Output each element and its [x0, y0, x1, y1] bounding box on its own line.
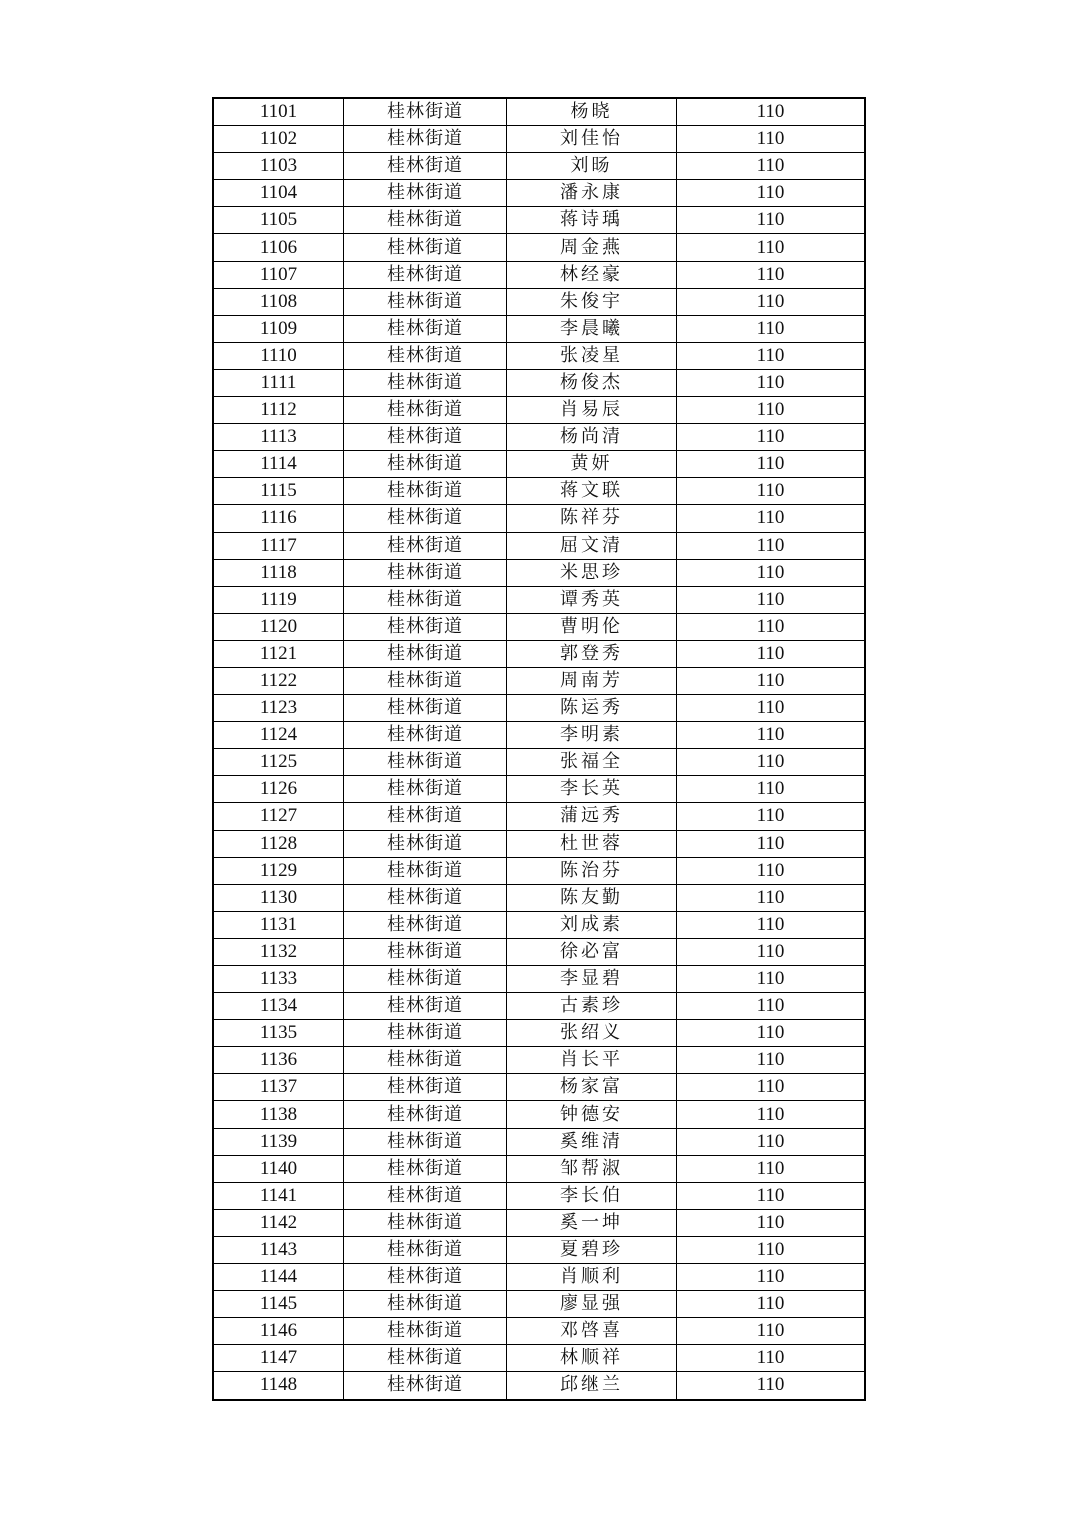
table-row [213, 1264, 865, 1291]
amount-cell: 110 [677, 749, 866, 776]
street-cell: 桂林街道 [344, 695, 507, 722]
person-name-cell: 杨尚清 [507, 424, 677, 451]
person-name-cell: 杨家富 [507, 1074, 677, 1101]
row-number-cell: 1134 [213, 993, 344, 1020]
table-row [213, 776, 865, 803]
row-number-cell: 1116 [213, 505, 344, 532]
amount-cell: 110 [677, 559, 866, 586]
street-cell: 桂林街道 [344, 884, 507, 911]
street-cell: 桂林街道 [344, 1020, 507, 1047]
table-row [213, 369, 865, 396]
row-number-cell: 1105 [213, 207, 344, 234]
table-row [213, 451, 865, 478]
amount-cell: 110 [677, 180, 866, 207]
amount-cell: 110 [677, 207, 866, 234]
amount-cell: 110 [677, 1264, 866, 1291]
person-name-cell: 朱俊宇 [507, 288, 677, 315]
person-name-cell: 李晨曦 [507, 315, 677, 342]
row-number-cell: 1137 [213, 1074, 344, 1101]
row-number-cell: 1147 [213, 1345, 344, 1372]
amount-cell: 110 [677, 695, 866, 722]
table-row [213, 559, 865, 586]
table-row [213, 315, 865, 342]
amount-cell: 110 [677, 776, 866, 803]
amount-cell: 110 [677, 1372, 866, 1400]
street-cell: 桂林街道 [344, 911, 507, 938]
person-name-cell: 陈治芬 [507, 857, 677, 884]
street-cell: 桂林街道 [344, 993, 507, 1020]
table-row [213, 1047, 865, 1074]
person-name-cell: 郭登秀 [507, 640, 677, 667]
roster-table [212, 97, 866, 1401]
person-name-cell: 陈友勤 [507, 884, 677, 911]
amount-cell: 110 [677, 803, 866, 830]
row-number-cell: 1121 [213, 640, 344, 667]
amount-cell: 110 [677, 261, 866, 288]
street-cell: 桂林街道 [344, 424, 507, 451]
street-cell: 桂林街道 [344, 234, 507, 261]
table-row [213, 1372, 865, 1400]
street-cell: 桂林街道 [344, 938, 507, 965]
person-name-cell: 邓啓喜 [507, 1318, 677, 1345]
row-number-cell: 1119 [213, 586, 344, 613]
street-cell: 桂林街道 [344, 1074, 507, 1101]
person-name-cell: 张绍义 [507, 1020, 677, 1047]
row-number-cell: 1128 [213, 830, 344, 857]
table-row [213, 288, 865, 315]
amount-cell: 110 [677, 424, 866, 451]
amount-cell: 110 [677, 1155, 866, 1182]
person-name-cell: 古素珍 [507, 993, 677, 1020]
row-number-cell: 1145 [213, 1291, 344, 1318]
street-cell: 桂林街道 [344, 261, 507, 288]
row-number-cell: 1125 [213, 749, 344, 776]
row-number-cell: 1133 [213, 966, 344, 993]
table-row [213, 1209, 865, 1236]
street-cell: 桂林街道 [344, 559, 507, 586]
amount-cell: 110 [677, 586, 866, 613]
row-number-cell: 1130 [213, 884, 344, 911]
table-row [213, 911, 865, 938]
amount-cell: 110 [677, 911, 866, 938]
person-name-cell: 刘成素 [507, 911, 677, 938]
amount-cell: 110 [677, 1182, 866, 1209]
person-name-cell: 肖顺利 [507, 1264, 677, 1291]
table-row [213, 180, 865, 207]
roster-table-body [213, 98, 865, 1400]
person-name-cell: 屈文清 [507, 532, 677, 559]
person-name-cell: 邹帮淑 [507, 1155, 677, 1182]
person-name-cell: 谭秀英 [507, 586, 677, 613]
table-row [213, 478, 865, 505]
row-number-cell: 1143 [213, 1236, 344, 1263]
person-name-cell: 李显碧 [507, 966, 677, 993]
row-number-cell: 1142 [213, 1209, 344, 1236]
amount-cell: 110 [677, 993, 866, 1020]
person-name-cell: 肖易辰 [507, 397, 677, 424]
street-cell: 桂林街道 [344, 586, 507, 613]
row-number-cell: 1117 [213, 532, 344, 559]
street-cell: 桂林街道 [344, 369, 507, 396]
table-row [213, 966, 865, 993]
amount-cell: 110 [677, 234, 866, 261]
street-cell: 桂林街道 [344, 98, 507, 126]
person-name-cell: 刘旸 [507, 153, 677, 180]
row-number-cell: 1136 [213, 1047, 344, 1074]
person-name-cell: 杨晓 [507, 98, 677, 126]
row-number-cell: 1140 [213, 1155, 344, 1182]
person-name-cell: 钟德安 [507, 1101, 677, 1128]
amount-cell: 110 [677, 369, 866, 396]
row-number-cell: 1112 [213, 397, 344, 424]
amount-cell: 110 [677, 1074, 866, 1101]
street-cell: 桂林街道 [344, 207, 507, 234]
amount-cell: 110 [677, 938, 866, 965]
amount-cell: 110 [677, 98, 866, 126]
person-name-cell: 肖长平 [507, 1047, 677, 1074]
street-cell: 桂林街道 [344, 180, 507, 207]
street-cell: 桂林街道 [344, 667, 507, 694]
street-cell: 桂林街道 [344, 1318, 507, 1345]
person-name-cell: 奚一坤 [507, 1209, 677, 1236]
street-cell: 桂林街道 [344, 1047, 507, 1074]
table-row [213, 261, 865, 288]
table-row [213, 1155, 865, 1182]
row-number-cell: 1108 [213, 288, 344, 315]
table-row [213, 1318, 865, 1345]
person-name-cell: 潘永康 [507, 180, 677, 207]
table-row [213, 207, 865, 234]
row-number-cell: 1122 [213, 667, 344, 694]
table-row [213, 234, 865, 261]
person-name-cell: 林经豪 [507, 261, 677, 288]
row-number-cell: 1139 [213, 1128, 344, 1155]
amount-cell: 110 [677, 966, 866, 993]
table-row [213, 722, 865, 749]
amount-cell: 110 [677, 613, 866, 640]
street-cell: 桂林街道 [344, 1101, 507, 1128]
street-cell: 桂林街道 [344, 451, 507, 478]
street-cell: 桂林街道 [344, 966, 507, 993]
amount-cell: 110 [677, 1128, 866, 1155]
person-name-cell: 张凌星 [507, 342, 677, 369]
table-row [213, 613, 865, 640]
street-cell: 桂林街道 [344, 288, 507, 315]
row-number-cell: 1118 [213, 559, 344, 586]
person-name-cell: 蒋文联 [507, 478, 677, 505]
amount-cell: 110 [677, 857, 866, 884]
street-cell: 桂林街道 [344, 153, 507, 180]
person-name-cell: 李长伯 [507, 1182, 677, 1209]
person-name-cell: 黄妍 [507, 451, 677, 478]
row-number-cell: 1141 [213, 1182, 344, 1209]
table-row [213, 667, 865, 694]
row-number-cell: 1127 [213, 803, 344, 830]
person-name-cell: 周金燕 [507, 234, 677, 261]
table-row [213, 938, 865, 965]
table-row [213, 505, 865, 532]
table-row [213, 126, 865, 153]
row-number-cell: 1109 [213, 315, 344, 342]
row-number-cell: 1124 [213, 722, 344, 749]
table-row [213, 1101, 865, 1128]
street-cell: 桂林街道 [344, 1372, 507, 1400]
row-number-cell: 1148 [213, 1372, 344, 1400]
street-cell: 桂林街道 [344, 1128, 507, 1155]
amount-cell: 110 [677, 505, 866, 532]
table-row [213, 857, 865, 884]
table-row [213, 1182, 865, 1209]
person-name-cell: 蒋诗瑀 [507, 207, 677, 234]
amount-cell: 110 [677, 640, 866, 667]
amount-cell: 110 [677, 1291, 866, 1318]
street-cell: 桂林街道 [344, 315, 507, 342]
amount-cell: 110 [677, 153, 866, 180]
row-number-cell: 1106 [213, 234, 344, 261]
street-cell: 桂林街道 [344, 640, 507, 667]
street-cell: 桂林街道 [344, 1291, 507, 1318]
person-name-cell: 陈运秀 [507, 695, 677, 722]
street-cell: 桂林街道 [344, 749, 507, 776]
person-name-cell: 刘佳怡 [507, 126, 677, 153]
person-name-cell: 杨俊杰 [507, 369, 677, 396]
amount-cell: 110 [677, 722, 866, 749]
amount-cell: 110 [677, 315, 866, 342]
person-name-cell: 邱继兰 [507, 1372, 677, 1400]
table-row [213, 98, 865, 126]
table-row [213, 1236, 865, 1263]
street-cell: 桂林街道 [344, 857, 507, 884]
table-row [213, 1020, 865, 1047]
amount-cell: 110 [677, 288, 866, 315]
row-number-cell: 1102 [213, 126, 344, 153]
person-name-cell: 曹明伦 [507, 613, 677, 640]
person-name-cell: 米思珍 [507, 559, 677, 586]
person-name-cell: 周南芳 [507, 667, 677, 694]
table-row [213, 1074, 865, 1101]
row-number-cell: 1129 [213, 857, 344, 884]
street-cell: 桂林街道 [344, 1155, 507, 1182]
table-row [213, 342, 865, 369]
table-row [213, 749, 865, 776]
row-number-cell: 1132 [213, 938, 344, 965]
person-name-cell: 奚维清 [507, 1128, 677, 1155]
person-name-cell: 张福全 [507, 749, 677, 776]
row-number-cell: 1146 [213, 1318, 344, 1345]
person-name-cell: 陈祥芬 [507, 505, 677, 532]
table-row [213, 532, 865, 559]
street-cell: 桂林街道 [344, 478, 507, 505]
table-row [213, 153, 865, 180]
street-cell: 桂林街道 [344, 722, 507, 749]
amount-cell: 110 [677, 532, 866, 559]
amount-cell: 110 [677, 342, 866, 369]
person-name-cell: 蒲远秀 [507, 803, 677, 830]
amount-cell: 110 [677, 1047, 866, 1074]
street-cell: 桂林街道 [344, 1264, 507, 1291]
table-row [213, 695, 865, 722]
amount-cell: 110 [677, 1209, 866, 1236]
row-number-cell: 1138 [213, 1101, 344, 1128]
table-row [213, 830, 865, 857]
row-number-cell: 1107 [213, 261, 344, 288]
amount-cell: 110 [677, 1318, 866, 1345]
table-row [213, 884, 865, 911]
street-cell: 桂林街道 [344, 1182, 507, 1209]
street-cell: 桂林街道 [344, 342, 507, 369]
person-name-cell: 徐必富 [507, 938, 677, 965]
row-number-cell: 1126 [213, 776, 344, 803]
row-number-cell: 1101 [213, 98, 344, 126]
street-cell: 桂林街道 [344, 1236, 507, 1263]
amount-cell: 110 [677, 1345, 866, 1372]
person-name-cell: 廖显强 [507, 1291, 677, 1318]
table-row [213, 640, 865, 667]
amount-cell: 110 [677, 451, 866, 478]
amount-cell: 110 [677, 1020, 866, 1047]
amount-cell: 110 [677, 884, 866, 911]
row-number-cell: 1113 [213, 424, 344, 451]
street-cell: 桂林街道 [344, 803, 507, 830]
street-cell: 桂林街道 [344, 1209, 507, 1236]
table-row [213, 993, 865, 1020]
row-number-cell: 1135 [213, 1020, 344, 1047]
row-number-cell: 1120 [213, 613, 344, 640]
person-name-cell: 夏碧珍 [507, 1236, 677, 1263]
table-row [213, 586, 865, 613]
table-row [213, 397, 865, 424]
person-name-cell: 李长英 [507, 776, 677, 803]
amount-cell: 110 [677, 830, 866, 857]
street-cell: 桂林街道 [344, 505, 507, 532]
row-number-cell: 1115 [213, 478, 344, 505]
street-cell: 桂林街道 [344, 830, 507, 857]
amount-cell: 110 [677, 667, 866, 694]
row-number-cell: 1110 [213, 342, 344, 369]
amount-cell: 110 [677, 1236, 866, 1263]
street-cell: 桂林街道 [344, 532, 507, 559]
table-row [213, 1345, 865, 1372]
person-name-cell: 林顺祥 [507, 1345, 677, 1372]
person-name-cell: 杜世蓉 [507, 830, 677, 857]
row-number-cell: 1103 [213, 153, 344, 180]
street-cell: 桂林街道 [344, 613, 507, 640]
table-row [213, 424, 865, 451]
amount-cell: 110 [677, 1101, 866, 1128]
table-row [213, 1128, 865, 1155]
street-cell: 桂林街道 [344, 397, 507, 424]
amount-cell: 110 [677, 397, 866, 424]
street-cell: 桂林街道 [344, 1345, 507, 1372]
street-cell: 桂林街道 [344, 126, 507, 153]
row-number-cell: 1131 [213, 911, 344, 938]
amount-cell: 110 [677, 478, 866, 505]
table-row [213, 1291, 865, 1318]
table-row [213, 803, 865, 830]
row-number-cell: 1114 [213, 451, 344, 478]
row-number-cell: 1111 [213, 369, 344, 396]
street-cell: 桂林街道 [344, 776, 507, 803]
person-name-cell: 李明素 [507, 722, 677, 749]
amount-cell: 110 [677, 126, 866, 153]
row-number-cell: 1144 [213, 1264, 344, 1291]
row-number-cell: 1104 [213, 180, 344, 207]
row-number-cell: 1123 [213, 695, 344, 722]
